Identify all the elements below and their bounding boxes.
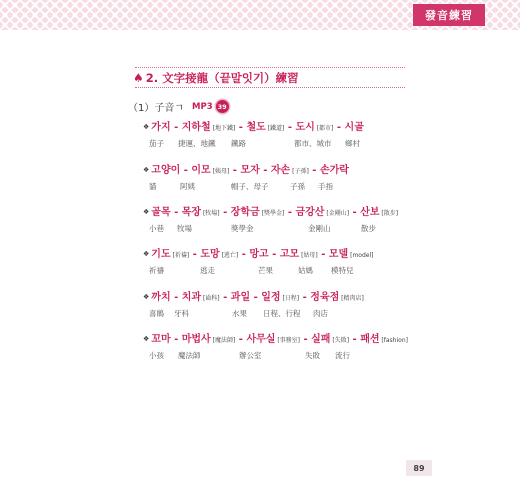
korean-word: 치과 [181,292,202,303]
chain-separator: - [317,249,329,260]
hanja-note: [model] [348,252,374,259]
chinese-gloss: 鐵路 [231,139,246,148]
bullet-icon: ❖ [143,250,150,258]
chinese-gloss: 散步 [361,224,376,233]
chain-separator: - [284,122,296,133]
korean-word: 꼬마 [151,334,171,345]
chain-separator: - [180,165,192,176]
word-chain-item [143,206,398,237]
section-badge: 發音練習 [413,4,485,26]
korean-word: 실패 [311,334,331,345]
hanja-note: [牧場] [201,210,220,217]
chinese-gloss: 姑媽 [298,266,313,275]
subsection-heading [128,99,229,114]
korean-word: 산보 [360,207,380,218]
word-chain-item [143,164,349,195]
chain-separator: - [284,207,296,218]
chinese-gloss: 牙科 [174,309,189,318]
korean-word: 골목 [151,207,171,218]
chinese-gloss: 水果 [232,309,247,318]
chinese-gloss: 芒果 [258,266,273,275]
chinese-gloss: 喜鵲 [149,309,164,318]
page-number: 89 [406,460,432,476]
hanja-note: [fashion] [379,337,408,344]
chain-separator: - [229,165,241,176]
word-chain-line [143,121,364,135]
hanja-note: [失敗] [330,337,350,344]
korean-word: 시골 [344,122,364,133]
gloss-row [143,308,364,322]
hanja-note: [鐵道] [265,125,285,132]
hanja-note: [事務室] [275,337,301,344]
chinese-gloss: 獎學金 [231,224,254,233]
korean-word: 일정 [261,292,281,303]
chain-separator: - [238,249,250,260]
chain-separator: - [235,334,247,345]
korean-word: 망고 [249,249,269,260]
hanja-note: [地下鐵] [210,125,236,132]
korean-word: 고양이 [151,165,181,176]
word-chain-item [143,121,364,152]
korean-word: 목장 [181,207,202,218]
chain-separator: - [170,207,182,218]
korean-word: 마법사 [181,334,211,345]
korean-word: 고모 [279,249,300,260]
chinese-gloss: 模特兒 [331,266,354,275]
audio-track-icon[interactable]: 39 [216,100,229,113]
hanja-note: [精肉店] [339,295,364,302]
bullet-icon: ❖ [143,293,150,301]
korean-word: 모자 [240,165,260,176]
chain-separator: - [333,122,345,133]
korean-word: 지하철 [181,122,211,133]
korean-word: 사무실 [246,334,276,345]
chinese-gloss: 牧場 [177,224,192,233]
korean-word: 장학금 [230,207,260,218]
korean-word: 도시 [295,122,315,133]
title-bottom-rule [135,87,405,88]
chinese-gloss: 祈禱 [149,266,164,275]
hanja-note: [金剛山] [324,210,350,217]
korean-word: 기도 [151,249,171,260]
hanja-note: [魔法師] [210,337,236,344]
hanja-note: [姑母] [299,252,318,259]
word-chain-line [143,291,364,305]
chinese-gloss: 肉店 [313,309,328,318]
hanja-note: [子孫] [290,168,309,175]
korean-word: 자손 [270,165,291,176]
gloss-row [143,181,349,195]
mp3-label: MP3 [192,101,213,112]
gloss-row [143,138,364,152]
chain-separator: - [299,292,311,303]
word-chain-line [143,164,349,178]
korean-word: 패션 [360,334,380,345]
bullet-icon: ❖ [143,335,150,343]
chinese-gloss: 日程、行程 [263,309,301,318]
chain-separator: - [259,165,271,176]
gloss-row [143,350,408,364]
chinese-gloss: 魔法師 [178,351,201,360]
chinese-gloss: 帽子、母子 [231,182,269,191]
gloss-row [143,223,398,237]
chain-separator: - [170,292,182,303]
bullet-icon: ❖ [143,208,150,216]
korean-word: 금강산 [295,207,325,218]
korean-word: 이모 [191,165,211,176]
chain-separator: - [189,249,201,260]
hanja-note: [齒科] [201,295,220,302]
bullet-icon: ❖ [143,123,150,131]
title-top-rule [135,67,405,68]
hanja-note: [逃亡] [219,252,239,259]
word-chain-line [143,206,398,220]
hanja-note: [日程] [280,295,300,302]
korean-word: 손가락 [319,165,349,176]
word-chain-line [143,333,408,347]
chinese-gloss: 手指 [318,182,333,191]
gloss-row [143,265,373,279]
chinese-gloss: 小巷 [149,224,164,233]
chinese-gloss: 逃走 [200,266,215,275]
chinese-gloss: 辦公室 [239,351,262,360]
chinese-gloss: 阿姨 [180,182,195,191]
chinese-gloss: 金剛山 [308,224,331,233]
section-title-text: 2. 文字接龍（끝말잇기）練習 [145,71,299,85]
hanja-note: [祈禱] [170,252,190,259]
hanja-note: [獎學金] [259,210,285,217]
hanja-note: [都市] [314,125,334,132]
chinese-gloss: 貓 [149,182,157,191]
word-chain-item [143,333,408,364]
chinese-gloss: 都市、城市 [294,139,332,148]
bullet-icon: ❖ [143,166,150,174]
chain-separator: - [349,207,361,218]
chinese-gloss: 捷運、地鐵 [178,139,216,148]
korean-word: 가지 [151,122,171,133]
korean-word: 철도 [246,122,266,133]
korean-word: 모델 [328,249,349,260]
chain-separator: - [219,292,231,303]
chinese-gloss: 鄉村 [345,139,360,148]
korean-word: 정육점 [310,292,340,303]
spade-icon: ♠ [133,71,144,85]
chain-separator: - [300,334,312,345]
chain-separator: - [235,122,247,133]
korean-word: 까치 [151,292,171,303]
chain-separator: - [308,165,320,176]
hanja-note: [散步] [379,210,399,217]
korean-word: 도망 [200,249,220,260]
chain-separator: - [170,122,182,133]
chinese-gloss: 茄子 [149,139,164,148]
chinese-gloss: 小孩 [149,351,164,360]
hanja-note: [姨母] [210,168,230,175]
word-chain-line [143,248,373,262]
chinese-gloss: 子孫 [290,182,305,191]
word-chain-item [143,291,364,322]
chinese-gloss: 流行 [335,351,350,360]
subsection-title: （1）子音ㄱ [128,103,185,114]
chinese-gloss: 失敗 [305,351,320,360]
korean-word: 과일 [230,292,251,303]
chain-separator: - [349,334,361,345]
word-chain-item [143,248,373,279]
chain-separator: - [170,334,182,345]
chain-separator: - [219,207,231,218]
chain-separator: - [268,249,280,260]
section-title [133,70,299,86]
chain-separator: - [250,292,262,303]
